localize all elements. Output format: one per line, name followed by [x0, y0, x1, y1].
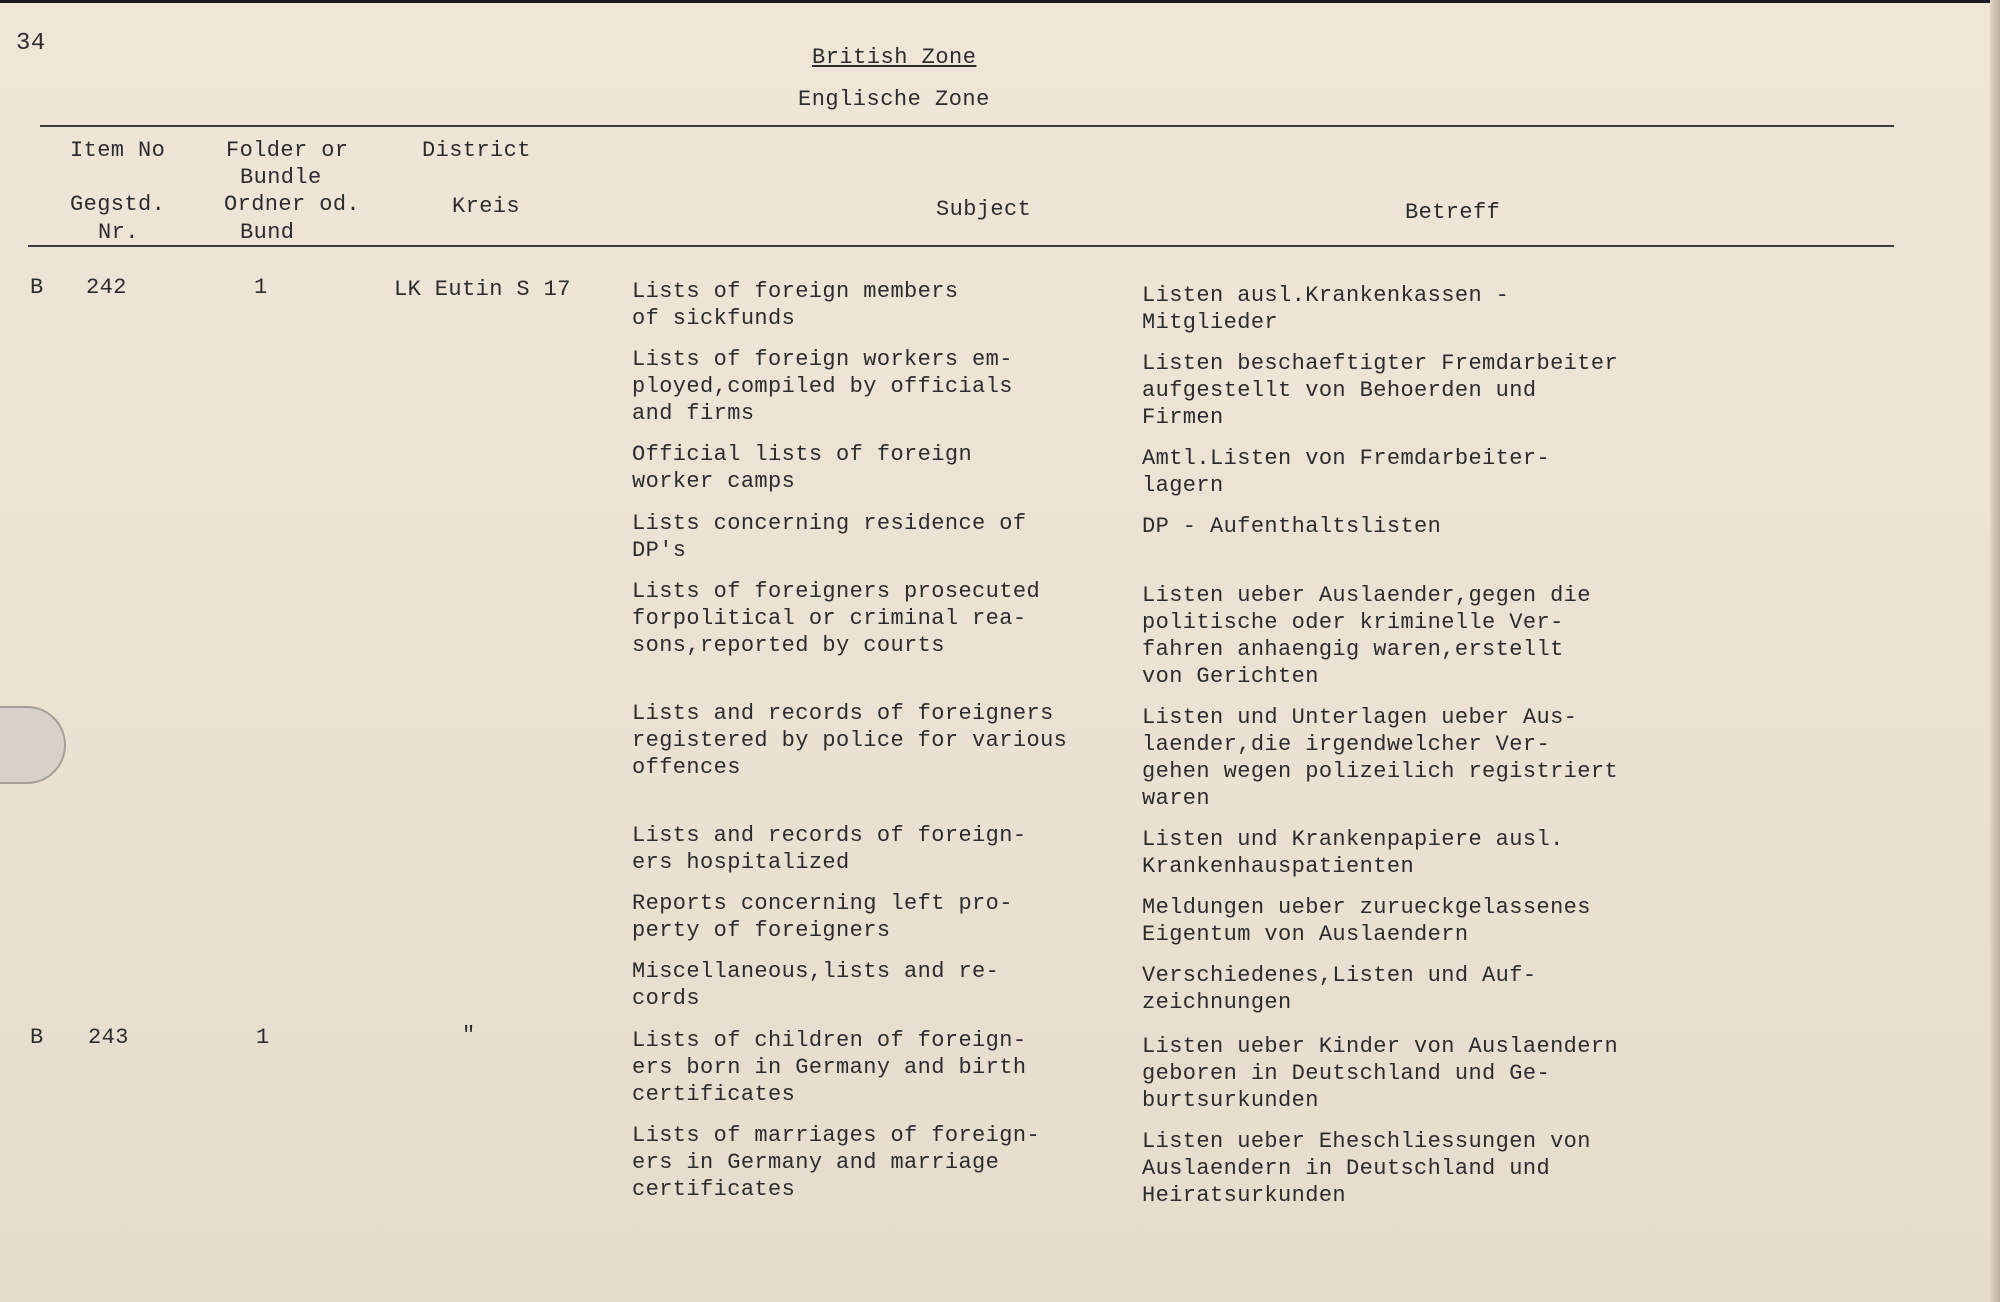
entry-betreff: Amtl.Listen von Fremdarbeiter- lagern	[1142, 446, 1551, 498]
header-nr: Nr.	[98, 220, 139, 245]
entry-betreff: Listen und Krankenpapiere ausl. Krankenhauspatienten	[1142, 827, 1564, 879]
title-english: British Zone	[812, 45, 977, 70]
item-district: LK Eutin S 17	[394, 277, 571, 302]
entry-subject: Lists of foreign workers em- ployed,compiled by officials and firms	[632, 347, 1013, 426]
title-german: Englische Zone	[798, 87, 990, 112]
item-folder: 1	[256, 1025, 270, 1050]
item-prefix: B	[30, 275, 44, 300]
header-kreis: Kreis	[452, 194, 521, 219]
header-folder-or: Folder or	[226, 138, 349, 163]
header-subject: Subject	[936, 197, 1032, 222]
header-bund: Bund	[240, 220, 295, 245]
item-district-ditto: "	[462, 1023, 476, 1048]
item-prefix: B	[30, 1025, 44, 1050]
item-number: 243	[88, 1025, 129, 1050]
entry-subject: Lists and records of foreigners registered by police for various offences	[632, 701, 1068, 780]
header-top-rule	[40, 125, 1894, 127]
header-bundle: Bundle	[240, 165, 322, 190]
entry-subject: Lists concerning residence of DP's	[632, 511, 1027, 563]
entry-betreff: Listen ueber Auslaender,gegen die politische oder kriminelle Ver- fahren anhaengig waren,erstellt von Gerichten	[1142, 583, 1591, 689]
item-number: 242	[86, 275, 127, 300]
header-ordner-od: Ordner od.	[224, 192, 361, 217]
entry-subject: Miscellaneous,lists and re- cords	[632, 959, 1000, 1011]
entry-subject: Lists of marriages of foreign- ers in Germany and marriage certificates	[632, 1123, 1041, 1202]
entry-subject: Lists of children of foreign- ers born in Germany and birth certificates	[632, 1028, 1027, 1107]
entry-betreff: Listen ausl.Krankenkassen - Mitglieder	[1142, 283, 1510, 335]
entry-betreff: Listen und Unterlagen ueber Aus- laender,die irgendwelcher Ver- gehen wegen polizeilich registriert waren	[1142, 705, 1619, 811]
binder-tab	[0, 706, 66, 784]
entry-subject: Official lists of foreign worker camps	[632, 442, 973, 494]
entry-subject: Reports concerning left pro- perty of foreigners	[632, 891, 1013, 943]
entry-subject: Lists of foreigners prosecuted forpolitical or criminal rea- sons,reported by courts	[632, 579, 1041, 658]
entry-betreff: DP - Aufenthaltslisten	[1142, 514, 1442, 539]
entry-betreff: Verschiedenes,Listen und Auf- zeichnungen	[1142, 963, 1537, 1015]
item-folder: 1	[254, 275, 268, 300]
entry-subject: Lists and records of foreign- ers hospitalized	[632, 823, 1027, 875]
entry-betreff: Meldungen ueber zurueckgelassenes Eigentum von Auslaendern	[1142, 895, 1591, 947]
page-top-edge	[0, 0, 2000, 3]
entry-betreff: Listen ueber Kinder von Auslaendern geboren in Deutschland und Ge- burtsurkunden	[1142, 1034, 1619, 1113]
header-item-no: Item No	[70, 138, 166, 163]
page-right-edge	[1990, 0, 2000, 1302]
header-gegstd: Gegstd.	[70, 192, 166, 217]
header-betreff: Betreff	[1405, 200, 1501, 225]
page-number: 34	[16, 30, 46, 57]
header-district: District	[422, 138, 531, 163]
entry-betreff: Listen beschaeftigter Fremdarbeiter aufgestellt von Behoerden und Firmen	[1142, 351, 1619, 430]
header-bottom-rule	[28, 245, 1894, 247]
entry-subject: Lists of foreign members of sickfunds	[632, 279, 959, 331]
entry-betreff: Listen ueber Eheschliessungen von Auslaendern in Deutschland und Heiratsurkunden	[1142, 1129, 1591, 1208]
